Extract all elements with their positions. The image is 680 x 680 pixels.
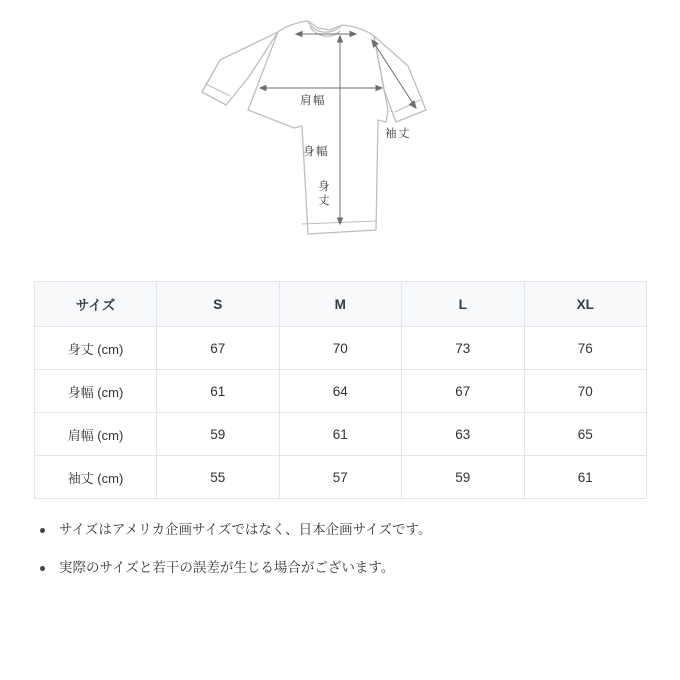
cell-body-length-m: 70: [279, 327, 402, 370]
cell-sleeve-length-l: 59: [402, 456, 525, 499]
list-item: [34, 520, 646, 540]
cell-chest-width-l: 67: [402, 370, 525, 413]
table-header-xl: XL: [524, 282, 647, 327]
bullet-icon: [40, 528, 45, 533]
table-row: [35, 456, 647, 499]
row-label-sleeve-length: 袖丈 (cm): [35, 456, 157, 499]
table-row: [35, 327, 647, 370]
garment-illustration: [0, 0, 680, 270]
cell-sleeve-length-xl: 61: [524, 456, 647, 499]
bullet-icon: [40, 566, 45, 571]
cell-shoulder-width-l: 63: [402, 413, 525, 456]
notes-list: [34, 520, 646, 597]
label-sleeve-length: 袖丈: [385, 128, 411, 140]
cell-chest-width-m: 64: [279, 370, 402, 413]
cell-chest-width-s: 61: [157, 370, 280, 413]
cell-sleeve-length-s: 55: [157, 456, 280, 499]
cell-shoulder-width-xl: 65: [524, 413, 647, 456]
size-table: [34, 281, 647, 499]
size-table-wrapper: [34, 281, 646, 499]
cell-body-length-l: 73: [402, 327, 525, 370]
cell-chest-width-xl: 70: [524, 370, 647, 413]
cell-body-length-s: 67: [157, 327, 280, 370]
label-chest-width: 身幅: [303, 146, 329, 158]
cell-shoulder-width-s: 59: [157, 413, 280, 456]
list-item: [34, 558, 646, 578]
row-label-chest-width: 身幅 (cm): [35, 370, 157, 413]
sweatshirt-drawing: [190, 0, 490, 270]
table-row: [35, 370, 647, 413]
table-header-row: [35, 282, 647, 327]
table-header-m: M: [279, 282, 402, 327]
note-text: サイズはアメリカ企画サイズではなく、日本企画サイズです。: [59, 522, 432, 537]
label-shoulder-width: 肩幅: [300, 95, 326, 107]
label-body-length: 身丈: [318, 181, 330, 207]
cell-sleeve-length-m: 57: [279, 456, 402, 499]
note-text: 実際のサイズと若干の誤差が生じる場合がございます。: [59, 560, 395, 576]
cell-shoulder-width-m: 61: [279, 413, 402, 456]
cell-body-length-xl: 76: [524, 327, 647, 370]
row-label-shoulder-width: 肩幅 (cm): [35, 413, 157, 456]
table-header-l: L: [402, 282, 525, 327]
table-header-size: サイズ: [35, 282, 157, 327]
table-header-s: S: [157, 282, 280, 327]
row-label-body-length: 身丈 (cm): [35, 327, 157, 370]
table-row: [35, 413, 647, 456]
